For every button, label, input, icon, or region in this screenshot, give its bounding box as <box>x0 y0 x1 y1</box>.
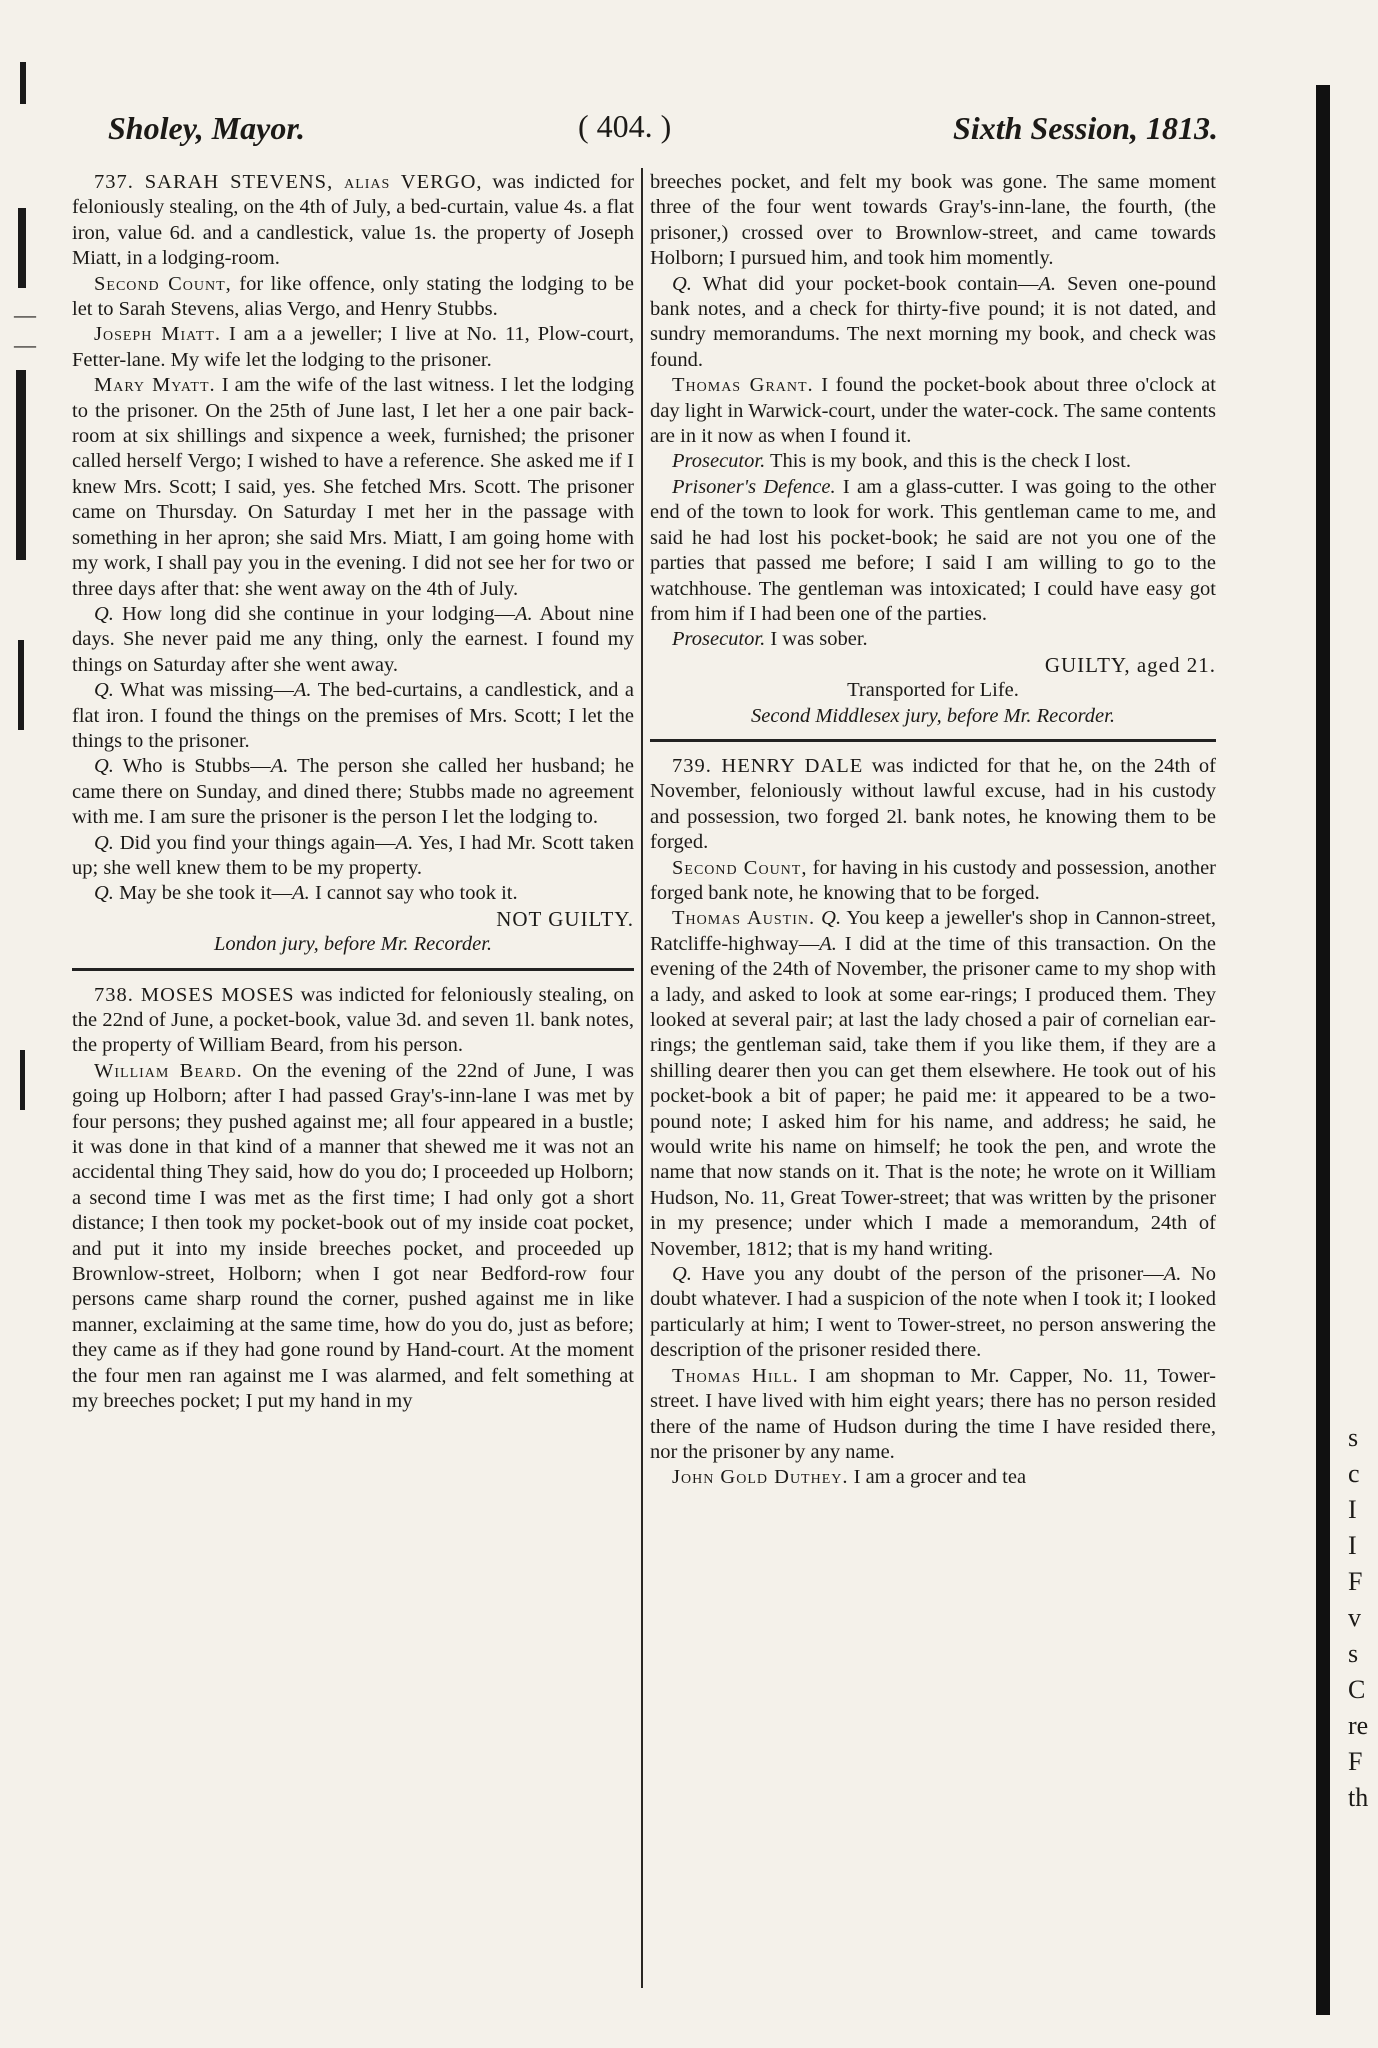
sentence-738: Transported for Life. <box>847 679 1019 702</box>
case-737-line-2: a bed-curtain, value 4s. a flat iron, value 6d. and a <box>72 196 634 244</box>
binding-edge <box>1316 85 1330 2015</box>
page-number: ( 404. ) <box>578 108 672 144</box>
case-739-second-count: Second Count, for having in his custody and possession, another forged bank note, he knowing that to be forged. <box>650 856 1216 904</box>
question-answer: Q. May be she took it—A. I cannot say who took it. <box>94 882 518 905</box>
margin-bar <box>20 1050 25 1110</box>
testimony-thomas-austin: Thomas Austin. Q. You keep a jeweller's shop in Cannon-street, Ratcliffe-highway—A. I did at the time of this transaction. On the evening of the 24th of November, the prisoner came to my shop with a lady, and asked to look at some ear-rings; I produced them. They looked at several pair; at last the lady chosed a pair of cornelian ear-rings; the gentleman said, take them if you like them, if they are a shilling dearer then you can get them elsewhere. He took out of his pocket-book a bit of paper; he paid me: it appeared to be a two-pound note; I asked him for his name, and address; he said, he would write his name on himself; he took the pen, and wrote the name that now stands on it. That is the note; he wrote on it William Hudson, No. 11, Great Tower-street; that was written by the prisoner in my presence; under which I made a memorandum, 24th of November, 1812; that is my hand writing. <box>650 907 1217 1260</box>
case-737-head: 737. SARAH STEVENS, alias VERGO, <box>94 171 483 193</box>
jury-738: Second Middlesex jury, before Mr. Recorder. <box>751 704 1115 727</box>
question-answer: Q. Did you find your things again—A. Yes, I had Mr. Scott taken up; she well knew them to be my property. <box>72 831 634 879</box>
prosecutor-statement: Prosecutor. I was sober. <box>672 628 868 651</box>
case-737-line-1: was indicted for feloniously stealing, on the 4th of July, <box>72 171 634 219</box>
case-738-intro: 738. MOSES MOSES was indicted for feloniously stealing, on the 22nd of June, a pocket-book, value 3d. and seven 1l. bank notes, the property of William Beard, from his person. <box>72 983 634 1057</box>
case-737-line-4: in a lodging-room. <box>126 247 280 270</box>
testimony-joseph-miatt: Joseph Miatt. I am a a jeweller; I live at No. 11, Plow-court, Fetter-lane. My wife let the lodging to the prisoner. <box>72 323 634 371</box>
testimony-thomas-grant: Thomas Grant. I found the pocket-book about three o'clock at day light in Warwick-court, under the water-cock. The same contents are in it now as when I found it. <box>650 374 1216 448</box>
left-margin-marks: — — <box>14 302 36 357</box>
case-separator <box>650 739 1216 742</box>
question-answer: Q. Who is Stubbs—A. The person she called her husband; he came there on Sunday, and dined there; Stubbs made no agreement with me. I am sure the prisoner is the person I let the lodging to. <box>72 755 634 829</box>
prisoner-defence: Prisoner's Defence. I am a glass-cutter. I was going to the other end of the town to look for work. This gentleman came to me, and said he had lost his pocket-book; he said are not you one of the parties that passed me before; I said I am willing to go to the watchhouse. The gentleman was intoxicated; I could have easy got from him if I had been one of the parties. <box>650 475 1216 625</box>
testimony-william-beard: William Beard. On the evening of the 22nd of June, I was going up Holborn; after I had passed Gray's-inn-lane I was met by four persons; they pushed against me; all four appeared in a bustle; it was done in that kind of a manner that shewed me it was not an accidental thing They said, how do you do; I proceeded up Holborn; a second time I was met as the first time; I had only got a short distance; I then took my pocket-book out of my inside coat pocket, and put it into my inside breeches pocket, and proceeded up Brownlow-street, Holborn; when I got near Bedford-row four persons came sharp round the corner, pushed against me in like manner, exclaiming at the same time, how do you do, just as before; they came as if they had gone round by Hand-court. At the moment the four men ran against me I was alarmed, and felt something at my breeches pocket; I put my hand in my <box>72 1059 634 1413</box>
margin-bar <box>18 640 24 730</box>
jury-737: London jury, before Mr. Recorder. <box>213 933 493 956</box>
running-header <box>108 108 1218 156</box>
testimony-mary-myatt: Mary Myatt. I am the wife of the last witness. I let the lodging to the prisoner. On the 25th of June last, I let her a one pair back-room at six shillings and sixpence a week, furnished; the prisoner called herself Vergo; I wished to have a reference. She asked me if I knew Mrs. Scott; I said, yes. She fetched Mrs. Scott. The prisoner came on Thursday. On Saturday I met her in the passage with something in her apron; she said Mrs. Miatt, I am going home with my work, I shall pay you in the evening. I did not see her for two or three days after that: she went away on the 4th of July. <box>72 374 635 600</box>
question-answer: Q. How long did she continue in your lodging—A. About nine days. She never paid me any thing, only the earnest. I found my things on Saturday after she went away. <box>72 602 635 676</box>
question-answer: Q. What was missing—A. The bed-curtains, a candlestick, and a flat iron. I found the things on the premises of Mrs. Scott; I let the things to the prisoner. <box>72 679 634 752</box>
case-separator <box>72 968 634 971</box>
case-739-intro: 739. HENRY DALE was indicted for that he, on the 24th of November, feloniously without lawful excuse, had in his custody and possession, two forged 2l. bank notes, he knowing them to be forged. <box>650 754 1216 854</box>
verdict-737: NOT GUILTY. <box>496 906 634 931</box>
case-737-second-count: Second Count, for like offence, only stating the lodging to be let to Sarah Stevens, alias Vergo, and Henry Stubbs. <box>72 272 635 321</box>
verdict-738: GUILTY, aged 21. <box>1044 652 1216 677</box>
header-left: Sholey, Mayor. <box>108 110 306 146</box>
margin-bar <box>16 370 26 560</box>
margin-bar <box>18 208 26 288</box>
right-column <box>650 170 1216 1491</box>
prosecutor-statement: Prosecutor. This is my book, and this is the check I lost. <box>672 450 1131 473</box>
testimony-john-gold-duthey: John Gold Duthey. I am a grocer and tea <box>672 1466 1027 1489</box>
margin-bar <box>20 62 26 104</box>
question-answer: Q. Have you any doubt of the person of the prisoner—A. No doubt whatever. I had a suspicion of the note when I took it; I looked particularly at him; I went to Tower-street, no person answering the description of the prisoner resided there. <box>650 1263 1216 1362</box>
left-column <box>72 170 634 1415</box>
facing-page-edge: s c I I F v s C re F th <box>1348 1423 1369 1812</box>
question-answer: Q. What did your pocket-book contain—A. Seven one-pound bank notes, and a check for thirty-five pound; it is not dated, and sundry memorandums. The next morning my book, and check was found. <box>650 272 1216 371</box>
case-737-line-3: candlestick, value 1s. the property of Joseph Miatt, <box>72 221 634 270</box>
testimony-continued: breeches pocket, and felt my book was gone. The same moment three of the four went towards Gray's-inn-lane, the fourth, (the prisoner,) crossed over to Brownlow-street, and came towards Holborn; I pursued him, and took him momently. <box>650 171 1216 270</box>
testimony-thomas-hill: Thomas Hill. I am shopman to Mr. Capper, No. 11, Tower-street. I have lived with him eight years; there has no person resided there of the name of Hudson during the time I have resided there, nor the prisoner by any name. <box>650 1364 1216 1463</box>
header-right: Sixth Session, 1813. <box>953 110 1218 146</box>
column-rule <box>641 168 643 1988</box>
case-737-intro <box>72 170 634 272</box>
